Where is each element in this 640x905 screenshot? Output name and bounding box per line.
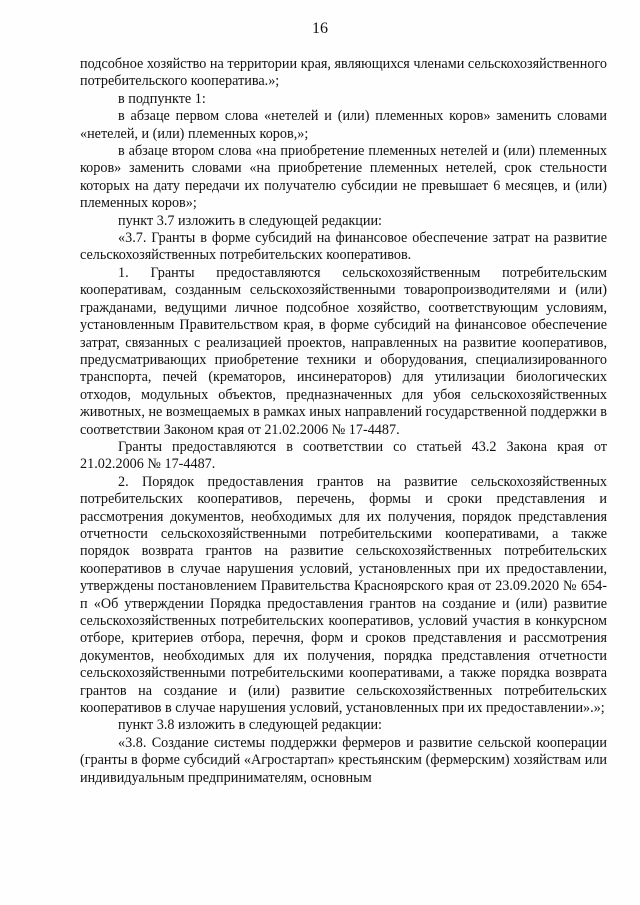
paragraph: 2. Порядок предоставления грантов на развитие сельскохозяйственных потребительских кооперативов, перечень, формы и сроки представления и рассмотрения документов, необходимых для их получения, порядок представления отчетности сельскохозяйственными потребительскими кооперативами, а также порядок возврата грантов на развитие сельскохозяйственных потребительских кооперативов в случае нарушения условий, установленных при их предоставлении, утверждены постановлением Правительства Красноярского края от 23.09.2020 № 654-п «Об утверждении Порядка предоставления грантов на создание и (или) развитие сельскохозяйственных потребительских кооперативов, условий участия в конкурсном отборе, критериев отбора, перечня, форм и сроков представления и рассмотрения документов, необходимых для их получения, порядка представления отчетности сельскохозяйственными потребительскими кооперативами, а также порядка возврата грантов на создание и (или) развитие сельскохозяйственных потребительских кооперативов в случае нарушения условий, установленных при их предоставлении».»; bbox=[80, 473, 607, 717]
paragraph: 1. Гранты предоставляются сельскохозяйственным потребительским кооперативам, созданным сельскохозяйственными товаропроизводителями и (или) гражданами, ведущими личное подсобное хозяйство, соответствующим условиям, установленным Правительством края, в форме субсидий на финансовое обеспечение затрат, связанных с реализацией проектов, направленных на развитие кооперативов, предусматривающих приобретение техники и оборудования, специализированного транспорта, печей (крематоров, инсинераторов) для утилизации биологических отходов, модульных объектов, предназначенных для убоя сельскохозяйственных животных, не возмещаемых в рамках иных направлений государственной поддержки в соответствии Законом края от 21.02.2006 № 17-4487. bbox=[80, 264, 607, 438]
paragraph: в подпункте 1: bbox=[118, 90, 206, 107]
paragraph: пункт 3.8 изложить в следующей редакции: bbox=[118, 717, 382, 734]
paragraph: в абзаце втором слова «на приобретение племенных нетелей и (или) племенных коров» заменить словами «на приобретение племенных нетелей, срок стельности которых на дату передачи их получателю субсидии не превышает 6 месяцев, и (или) племенных коров»; bbox=[80, 143, 607, 212]
paragraph: подсобное хозяйство на территории края, являющихся членами сельскохозяйственного потребительского кооператива.»; bbox=[80, 56, 607, 90]
paragraph: в абзаце первом слова «нетелей и (или) племенных коров» заменить словами «нетелей, и (или) племенных коров,»; bbox=[80, 108, 607, 142]
paragraph: Гранты предоставляются в соответствии со статьей 43.2 Закона края от 21.02.2006 № 17-4487. bbox=[80, 438, 607, 473]
paragraph: «3.8. Создание системы поддержки фермеров и развитие сельской кооперации (гранты в форме субсидий «Агростартап» крестьянским (фермерским) хозяйствам или индивидуальным предпринимателям, основным bbox=[80, 734, 607, 786]
document-body bbox=[80, 56, 607, 787]
page-number: 16 bbox=[312, 20, 328, 37]
paragraph: пункт 3.7 изложить в следующей редакции: bbox=[118, 212, 382, 229]
paragraph: «3.7. Гранты в форме субсидий на финансовое обеспечение затрат на развитие сельскохозяйственных потребительских кооперативов. bbox=[80, 230, 607, 264]
